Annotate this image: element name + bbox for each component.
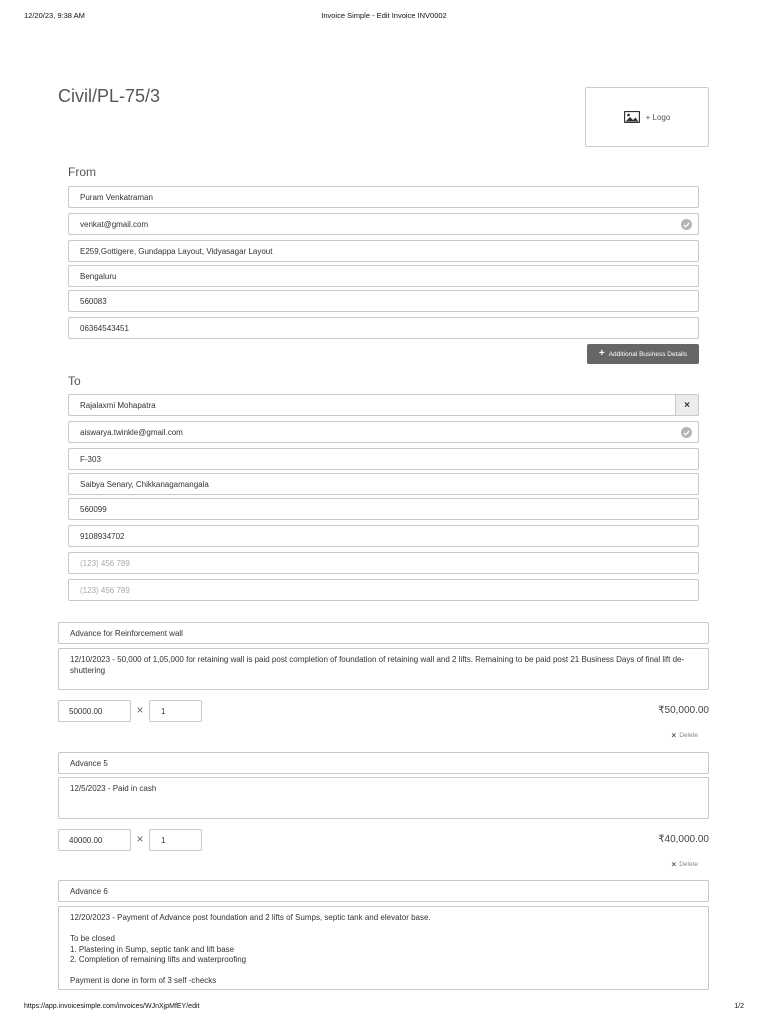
item-name-input[interactable]: Advance for Reinforcement wall bbox=[58, 622, 709, 644]
from-city-input[interactable]: Bengaluru bbox=[68, 265, 699, 287]
from-zip-input[interactable]: 560083 bbox=[68, 290, 699, 312]
item-description-line: 12/10/2023 - 50,000 of 1,05,000 for retaining wall is paid post completion of foundation of retaining wall and 2 lifts. Remaining to be paid post 21 Business Days of final lift de-shuttering bbox=[70, 655, 685, 675]
delete-label: Delete bbox=[679, 732, 698, 739]
to-name-value: Rajalaxmi Mohapatra bbox=[80, 400, 156, 410]
check-circle-icon bbox=[681, 219, 692, 230]
item-description-input[interactable] bbox=[58, 648, 709, 690]
to-address1-input[interactable]: F-303 bbox=[68, 448, 699, 470]
print-datetime: 12/20/23, 9:38 AM bbox=[24, 11, 85, 20]
image-icon bbox=[624, 111, 640, 123]
item-delete-button[interactable] bbox=[672, 731, 698, 740]
to-heading: To bbox=[68, 374, 81, 388]
from-heading: From bbox=[68, 165, 96, 179]
item-description-line: 12/5/2023 - Paid in cash bbox=[70, 784, 157, 793]
item-name-input[interactable]: Advance 6 bbox=[58, 880, 709, 902]
item-quantity-input[interactable]: 1 bbox=[149, 700, 202, 722]
invoice-title[interactable]: Civil/PL-75/3 bbox=[58, 86, 161, 106]
item-quantity-input[interactable]: 1 bbox=[149, 829, 202, 851]
print-page-title: Invoice Simple - Edit Invoice INV0002 bbox=[321, 11, 447, 20]
close-icon: × bbox=[684, 399, 690, 411]
to-address2-input[interactable]: Saibya Senary, Chikkanagamangala bbox=[68, 473, 699, 495]
to-mobile-input[interactable]: (123) 456 789 bbox=[68, 579, 699, 601]
from-email-value: venkat@gmail.com bbox=[80, 219, 149, 229]
item-description-line bbox=[70, 924, 697, 935]
item-description-line: 1. Plastering in Sump, septic tank and lift base bbox=[70, 944, 235, 954]
close-icon: × bbox=[671, 731, 677, 740]
additional-business-details-button[interactable] bbox=[587, 344, 699, 364]
to-email-input[interactable] bbox=[68, 421, 699, 443]
delete-label: Delete bbox=[679, 861, 698, 868]
from-email-input[interactable] bbox=[68, 213, 699, 235]
item-description-line bbox=[70, 966, 697, 977]
item-description-input[interactable] bbox=[58, 906, 709, 990]
plus-icon: + bbox=[598, 348, 605, 359]
item-description-line: 12/20/2023 - Payment of Advance post foundation and 2 lifts of Sumps, septic tank and elevator base. bbox=[70, 913, 431, 922]
print-url: https://app.invoicesimple.com/invoices/WJnXjpMfEY/edit bbox=[24, 1003, 200, 1010]
additional-business-details-label: Additional Business Details bbox=[608, 350, 688, 358]
from-phone-input[interactable]: 06364543451 bbox=[68, 317, 699, 339]
item-description-line: 2. Completion of remaining lifts and waterproofing bbox=[70, 955, 247, 964]
multiply-symbol: × bbox=[136, 703, 144, 717]
item-description-line: To be closed bbox=[70, 934, 115, 943]
from-name-input[interactable]: Puram Venkatraman bbox=[68, 186, 699, 208]
multiply-symbol: × bbox=[136, 832, 144, 846]
check-circle-icon bbox=[681, 427, 692, 438]
item-amount: ₹40,000.00 bbox=[658, 834, 709, 845]
item-rate-input[interactable]: 50000.00 bbox=[58, 700, 131, 722]
clear-client-button[interactable] bbox=[675, 394, 699, 416]
to-zip-input[interactable]: 560099 bbox=[68, 498, 699, 520]
close-icon: × bbox=[671, 860, 677, 869]
to-phone2-input[interactable]: (123) 456 789 bbox=[68, 552, 699, 574]
to-name-input[interactable] bbox=[68, 394, 699, 416]
item-amount: ₹50,000.00 bbox=[658, 705, 709, 716]
item-description-input[interactable] bbox=[58, 777, 709, 819]
logo-label: + Logo bbox=[645, 112, 671, 122]
print-page-number: 1/2 bbox=[734, 1003, 744, 1010]
logo-upload-button[interactable] bbox=[585, 87, 709, 147]
item-delete-button[interactable] bbox=[672, 860, 698, 869]
from-address-input[interactable]: E259,Gottigere, Gundappa Layout, Vidyasagar Layout bbox=[68, 240, 699, 262]
to-phone-input[interactable]: 9108934702 bbox=[68, 525, 699, 547]
item-name-input[interactable]: Advance 5 bbox=[58, 752, 709, 774]
item-description-line: Payment is done in form of 3 self -checks bbox=[70, 976, 217, 985]
to-email-value: aiswarya.twinkle@gmail.com bbox=[80, 427, 183, 437]
item-rate-input[interactable]: 40000.00 bbox=[58, 829, 131, 851]
